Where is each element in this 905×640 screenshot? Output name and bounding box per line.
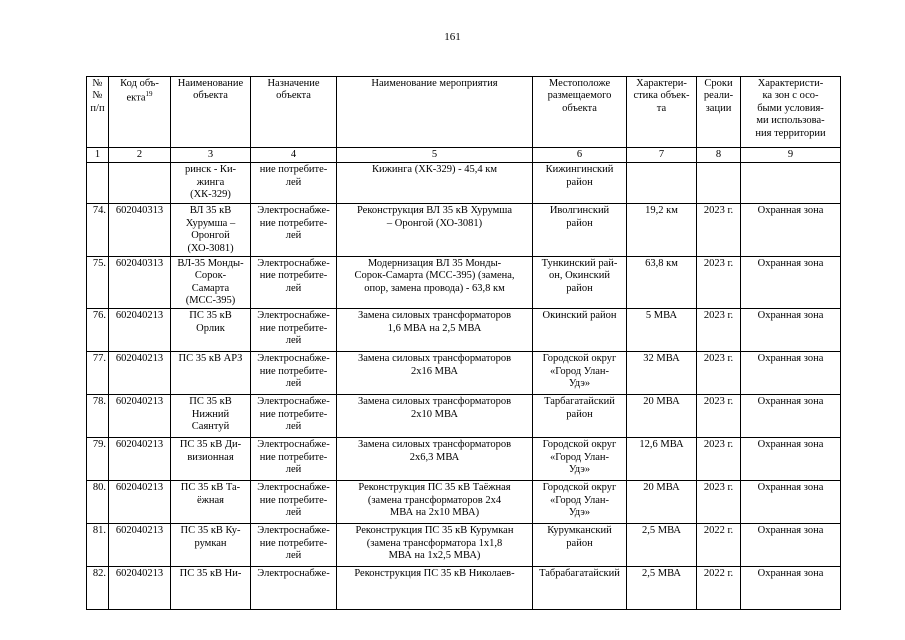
object-location: Кижингинский район	[533, 163, 627, 204]
zone-characteristic: Охранная зона	[741, 256, 841, 309]
object-location: Городской округ «Город Улан- Удэ»	[533, 438, 627, 481]
row-number: 74.	[87, 204, 109, 257]
object-name: ПС 35 кВ Ди- визионная	[171, 438, 251, 481]
object-code: 602040213	[109, 567, 171, 610]
object-characteristic: 32 МВА	[627, 352, 697, 395]
object-name: ВЛ-35 Монды- Сорок- Самарта (МСС-395)	[171, 256, 251, 309]
object-purpose: Электроснабже- ние потребите- лей	[251, 481, 337, 524]
object-location: Тункинский рай- он, Окинский район	[533, 256, 627, 309]
object-name: ВЛ 35 кВ Хурумша – Оронгой (ХО-3081)	[171, 204, 251, 257]
object-name: ПС 35 кВ Ку- румкан	[171, 524, 251, 567]
object-location: Городской округ «Город Улан- Удэ»	[533, 352, 627, 395]
row-number: 79.	[87, 438, 109, 481]
row-number: 81.	[87, 524, 109, 567]
zone-characteristic: Охранная зона	[741, 567, 841, 610]
column-number: 3	[171, 148, 251, 163]
object-code: 602040213	[109, 481, 171, 524]
object-purpose: Электроснабже-	[251, 567, 337, 610]
zone-characteristic: Охранная зона	[741, 309, 841, 352]
header-zone: Характеристи- ка зон с осо- быми условия- ми использова- ния территории	[741, 77, 841, 148]
implementation-term: 2023 г.	[697, 256, 741, 309]
header-name: Наименование объекта	[171, 77, 251, 148]
object-purpose: Электроснабже- ние потребите- лей	[251, 352, 337, 395]
column-number: 1	[87, 148, 109, 163]
object-characteristic: 12,6 МВА	[627, 438, 697, 481]
object-name: ПС 35 кВ Орлик	[171, 309, 251, 352]
table-row	[87, 567, 841, 610]
header-measure: Наименование мероприятия	[337, 77, 533, 148]
zone-characteristic: Охранная зона	[741, 438, 841, 481]
object-name: ПС 35 кВ Та- ёжная	[171, 481, 251, 524]
table-row	[87, 309, 841, 352]
measure-name: Замена силовых трансформаторов 2х16 МВА	[337, 352, 533, 395]
object-location: Курумканский район	[533, 524, 627, 567]
measure-name: Реконструкция ПС 35 кВ Таёжная (замена трансформаторов 2х4 МВА на 2х10 МВА)	[337, 481, 533, 524]
row-number: 77.	[87, 352, 109, 395]
zone-characteristic: Охранная зона	[741, 204, 841, 257]
measure-name: Замена силовых трансформаторов 1,6 МВА на 2,5 МВА	[337, 309, 533, 352]
implementation-term: 2023 г.	[697, 395, 741, 438]
object-code: 602040313	[109, 204, 171, 257]
measure-name: Замена силовых трансформаторов 2х10 МВА	[337, 395, 533, 438]
measure-name: Модернизация ВЛ 35 Монды- Сорок-Самарта (МСС-395) (замена, опор, замена провода) - 63,8 км	[337, 256, 533, 309]
measure-name: Реконструкция ПС 35 кВ Курумкан (замена трансформатора 1х1,8 МВА на 1х2,5 МВА)	[337, 524, 533, 567]
object-purpose: ние потребите- лей	[251, 163, 337, 204]
object-characteristic: 2,5 МВА	[627, 524, 697, 567]
table-row	[87, 352, 841, 395]
implementation-term: 2023 г.	[697, 438, 741, 481]
column-number: 9	[741, 148, 841, 163]
implementation-term: 2022 г.	[697, 567, 741, 610]
object-characteristic: 20 МВА	[627, 395, 697, 438]
table-row	[87, 438, 841, 481]
header-characteristic: Характери- стика объек- та	[627, 77, 697, 148]
implementation-term: 2023 г.	[697, 352, 741, 395]
object-location: Табрабагатайский	[533, 567, 627, 610]
object-characteristic: 20 МВА	[627, 481, 697, 524]
row-number: 75.	[87, 256, 109, 309]
row-number: 80.	[87, 481, 109, 524]
object-name: ПС 35 кВ Нижний Саянтуй	[171, 395, 251, 438]
row-number: 78.	[87, 395, 109, 438]
implementation-term: 2023 г.	[697, 481, 741, 524]
object-name: ринск - Ки- жинга (ХК-329)	[171, 163, 251, 204]
measure-name: Реконструкция ПС 35 кВ Николаев-	[337, 567, 533, 610]
column-number: 6	[533, 148, 627, 163]
header-num: № № п/п	[87, 77, 109, 148]
column-numbers-row	[87, 148, 841, 163]
object-characteristic: 5 МВА	[627, 309, 697, 352]
object-purpose: Электроснабже- ние потребите- лей	[251, 524, 337, 567]
column-number: 8	[697, 148, 741, 163]
object-characteristic: 2,5 МВА	[627, 567, 697, 610]
object-location: Городской округ «Город Улан- Удэ»	[533, 481, 627, 524]
object-code: 602040213	[109, 438, 171, 481]
implementation-term: 2023 г.	[697, 309, 741, 352]
zone-characteristic: Охранная зона	[741, 352, 841, 395]
object-location: Окинский район	[533, 309, 627, 352]
object-code: 602040313	[109, 256, 171, 309]
column-number: 7	[627, 148, 697, 163]
header-row	[87, 77, 841, 148]
object-name: ПС 35 кВ АРЗ	[171, 352, 251, 395]
object-code: 602040213	[109, 309, 171, 352]
measure-name: Кижинга (ХК-329) - 45,4 км	[337, 163, 533, 204]
measure-name: Замена силовых трансформаторов 2х6,3 МВА	[337, 438, 533, 481]
measure-name: Реконструкция ВЛ 35 кВ Хурумша – Оронгой (ХО-3081)	[337, 204, 533, 257]
object-name: ПС 35 кВ Ни-	[171, 567, 251, 610]
column-number: 4	[251, 148, 337, 163]
row-number: 76.	[87, 309, 109, 352]
implementation-term: 2022 г.	[697, 524, 741, 567]
table-row	[87, 256, 841, 309]
object-characteristic: 63,8 км	[627, 256, 697, 309]
page-number: 161	[444, 31, 461, 43]
header-code: Код объ- екта$^{19}$	[109, 77, 171, 148]
continuation-row	[87, 163, 841, 204]
zone-characteristic: Охранная зона	[741, 481, 841, 524]
header-term: Сроки реали- зации	[697, 77, 741, 148]
object-purpose: Электроснабже- ние потребите- лей	[251, 395, 337, 438]
table-row	[87, 481, 841, 524]
object-code: 602040213	[109, 395, 171, 438]
object-purpose: Электроснабже- ние потребите- лей	[251, 204, 337, 257]
object-characteristic: 19,2 км	[627, 204, 697, 257]
object-code: 602040213	[109, 352, 171, 395]
object-purpose: Электроснабже- ние потребите- лей	[251, 438, 337, 481]
column-number: 5	[337, 148, 533, 163]
object-location: Иволгинский район	[533, 204, 627, 257]
table-row	[87, 524, 841, 567]
object-purpose: Электроснабже- ние потребите- лей	[251, 256, 337, 309]
row-number: 82.	[87, 567, 109, 610]
object-location: Тарбагатайский район	[533, 395, 627, 438]
table-row	[87, 204, 841, 257]
implementation-term: 2023 г.	[697, 204, 741, 257]
zone-characteristic: Охранная зона	[741, 395, 841, 438]
column-number: 2	[109, 148, 171, 163]
object-purpose: Электроснабже- ние потребите- лей	[251, 309, 337, 352]
table-row	[87, 395, 841, 438]
header-purpose: Назначение объекта	[251, 77, 337, 148]
zone-characteristic: Охранная зона	[741, 524, 841, 567]
object-code: 602040213	[109, 524, 171, 567]
measures-table	[86, 76, 841, 610]
header-location: Местоположе размещаемого объекта	[533, 77, 627, 148]
